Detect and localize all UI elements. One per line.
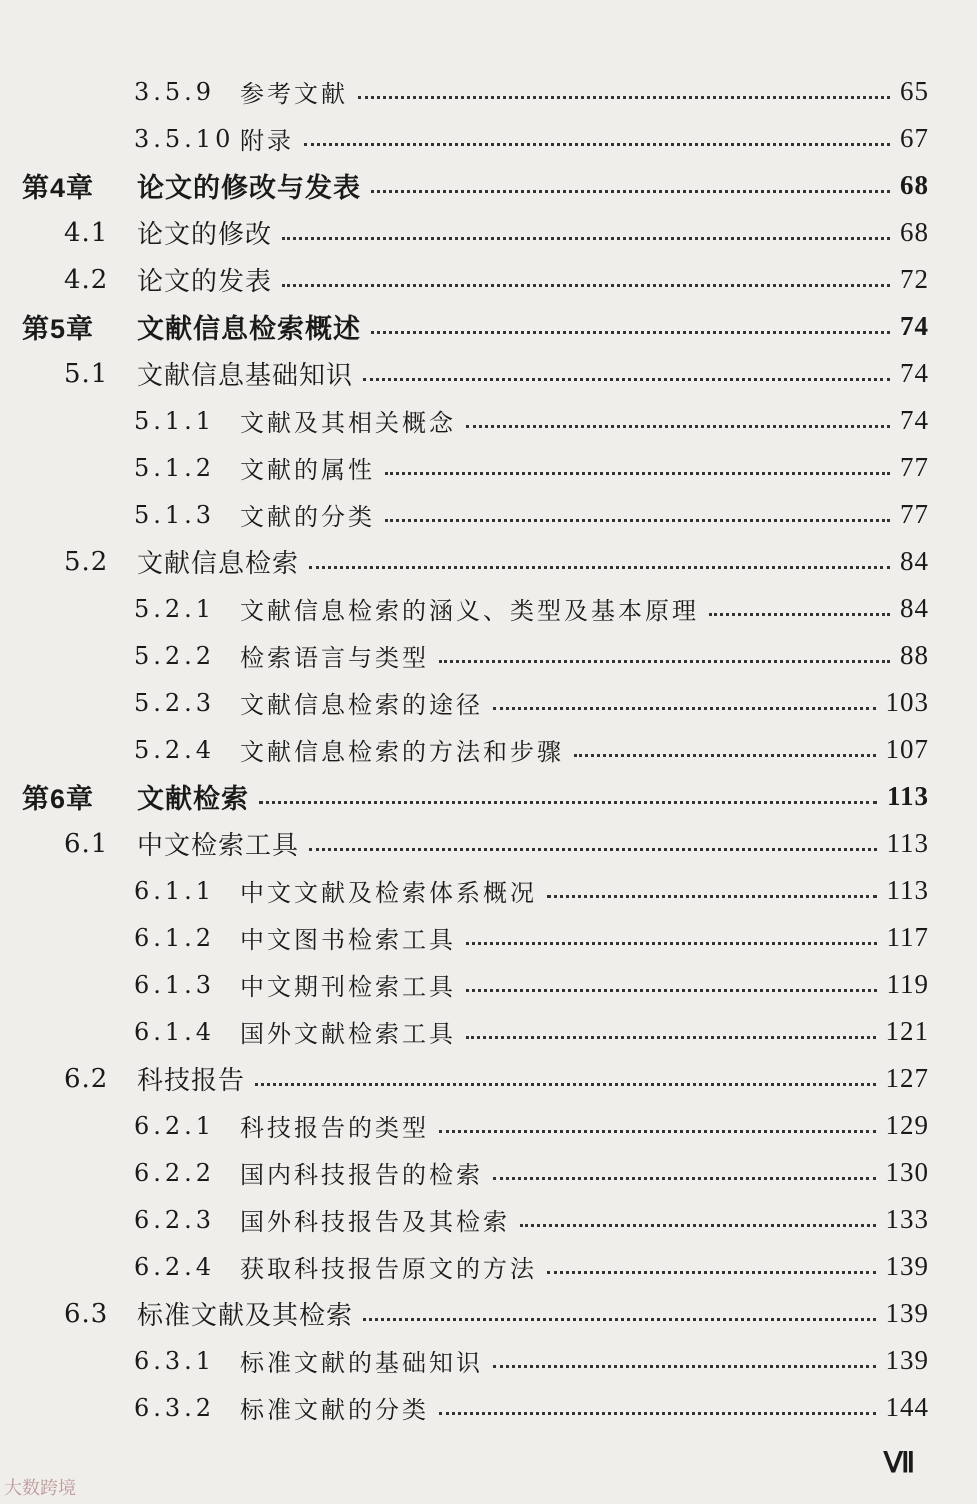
toc-title: 国外科技报告及其检索 <box>240 1208 510 1236</box>
toc-row <box>0 350 977 397</box>
toc-page-number: 84 <box>900 593 929 623</box>
toc-page-number: 68 <box>900 217 929 247</box>
toc-page-number: 68 <box>900 170 929 200</box>
toc-page-number: 117 <box>886 922 929 952</box>
toc-page-number: 74 <box>900 405 929 435</box>
toc-title: 论文的修改 <box>137 220 273 250</box>
toc-leader-dots <box>259 799 877 804</box>
toc-row <box>0 773 977 820</box>
toc-row <box>0 961 977 1008</box>
toc-leader-dots <box>371 329 890 334</box>
toc-page-number: 103 <box>885 687 929 717</box>
toc-row <box>0 256 977 303</box>
toc-page-number: 113 <box>886 781 929 811</box>
toc-title: 标准文献的基础知识 <box>240 1349 483 1377</box>
toc-page-number: 121 <box>885 1016 929 1046</box>
toc-number: 5.2.1 <box>134 594 216 623</box>
toc-row <box>0 1337 977 1384</box>
toc-page-number: 139 <box>885 1251 929 1281</box>
toc-number: 6.2.3 <box>134 1205 216 1234</box>
toc-title: 科技报告 <box>137 1066 246 1096</box>
toc-leader-dots <box>520 1222 876 1227</box>
toc-title: 检索语言与类型 <box>240 644 429 672</box>
toc-title: 中文期刊检索工具 <box>240 973 456 1001</box>
toc-title: 文献信息检索 <box>137 549 300 579</box>
toc-page-number: 129 <box>885 1110 929 1140</box>
toc-title: 参考文献 <box>240 80 348 108</box>
toc-page-number: 139 <box>885 1298 929 1328</box>
toc-title: 论文的发表 <box>137 267 273 297</box>
toc-number: 6.2.2 <box>134 1158 216 1187</box>
toc-leader-dots <box>466 940 877 945</box>
toc-leader-dots <box>547 1269 876 1274</box>
page-number: Ⅶ <box>883 1448 915 1479</box>
toc-number: 第5章 <box>22 314 95 344</box>
toc-number: 5.1.3 <box>134 500 216 529</box>
toc-title: 科技报告的类型 <box>240 1114 429 1142</box>
toc-row <box>0 1290 977 1337</box>
toc-title: 文献的属性 <box>240 456 375 484</box>
toc-page-number: 133 <box>885 1204 929 1234</box>
toc-page-number: 107 <box>885 734 929 764</box>
toc-leader-dots <box>371 188 890 193</box>
toc-leader-dots <box>493 705 876 710</box>
toc-number: 6.1.4 <box>134 1017 216 1046</box>
toc-row <box>0 538 977 585</box>
toc-row <box>0 914 977 961</box>
toc-leader-dots <box>282 282 890 287</box>
toc-number: 4.1 <box>64 217 109 248</box>
toc-number: 3.5.9 <box>134 77 216 106</box>
toc-number: 3.5.10 <box>134 124 235 153</box>
toc-title: 文献检索 <box>137 784 249 814</box>
toc-title: 国外文献检索工具 <box>240 1020 456 1048</box>
toc-row <box>0 68 977 115</box>
toc-number: 6.3.2 <box>134 1393 216 1422</box>
toc-number: 5.2.2 <box>134 641 216 670</box>
toc-title: 文献信息检索的途径 <box>240 691 483 719</box>
toc-leader-dots <box>709 611 890 616</box>
toc-number: 第4章 <box>22 173 95 203</box>
toc-number: 第6章 <box>22 784 95 814</box>
toc-row <box>0 726 977 773</box>
toc-title: 论文的修改与发表 <box>137 173 361 203</box>
toc-number: 6.1 <box>64 828 109 859</box>
toc-leader-dots <box>439 1410 876 1415</box>
toc-number: 6.2.4 <box>134 1252 216 1281</box>
toc-row <box>0 1196 977 1243</box>
watermark-logo: 大数跨境 <box>4 1478 76 1499</box>
toc-leader-dots <box>363 1316 875 1321</box>
toc-page-number: 139 <box>885 1345 929 1375</box>
toc-title: 中文图书检索工具 <box>240 926 456 954</box>
toc-leader-dots <box>439 658 890 663</box>
toc-page-number: 84 <box>900 546 929 576</box>
toc-page-number: 72 <box>900 264 929 294</box>
toc-title: 标准文献的分类 <box>240 1396 429 1424</box>
toc-page-number: 74 <box>900 358 929 388</box>
toc-leader-dots <box>466 423 890 428</box>
toc-title: 国内科技报告的检索 <box>240 1161 483 1189</box>
toc-number: 5.2 <box>64 546 109 577</box>
toc-leader-dots <box>385 517 890 522</box>
toc-leader-dots <box>358 94 890 99</box>
toc-title: 附录 <box>240 127 294 155</box>
toc-leader-dots <box>439 1128 876 1133</box>
toc-row <box>0 1102 977 1149</box>
toc-leader-dots <box>493 1363 876 1368</box>
toc-page-number: 127 <box>885 1063 929 1093</box>
toc-number: 6.1.1 <box>134 876 216 905</box>
toc-leader-dots <box>304 141 890 146</box>
toc-page-number: 130 <box>885 1157 929 1187</box>
toc-title: 文献信息基础知识 <box>137 361 354 391</box>
toc-page-number: 88 <box>900 640 929 670</box>
toc-number: 5.2.3 <box>134 688 216 717</box>
toc-row <box>0 397 977 444</box>
toc-leader-dots <box>309 564 890 569</box>
toc-page-number: 113 <box>886 828 929 858</box>
toc-number: 6.1.3 <box>134 970 216 999</box>
toc-number: 5.2.4 <box>134 735 216 764</box>
toc-leader-dots <box>493 1175 876 1180</box>
toc-leader-dots <box>282 235 890 240</box>
toc-title: 标准文献及其检索 <box>137 1301 354 1331</box>
toc-leader-dots <box>574 752 876 757</box>
toc-page-number: 65 <box>900 76 929 106</box>
table-of-contents <box>0 68 977 1431</box>
toc-page-number: 77 <box>900 452 929 482</box>
toc-page-number: 119 <box>886 969 929 999</box>
toc-number: 6.3 <box>64 1298 109 1329</box>
toc-leader-dots <box>385 470 890 475</box>
toc-row <box>0 1055 977 1102</box>
toc-title: 获取科技报告原文的方法 <box>240 1255 537 1283</box>
toc-row <box>0 1243 977 1290</box>
toc-row <box>0 444 977 491</box>
toc-title: 文献及其相关概念 <box>240 409 456 437</box>
toc-leader-dots <box>547 893 877 898</box>
toc-number: 6.2 <box>64 1063 109 1094</box>
toc-page-number: 113 <box>886 875 929 905</box>
toc-row <box>0 679 977 726</box>
toc-leader-dots <box>466 1034 876 1039</box>
toc-number: 6.2.1 <box>134 1111 216 1140</box>
toc-page-number: 67 <box>900 123 929 153</box>
toc-row <box>0 1384 977 1431</box>
toc-row <box>0 1149 977 1196</box>
toc-row <box>0 115 977 162</box>
toc-row <box>0 585 977 632</box>
toc-title: 文献信息检索的涵义、类型及基本原理 <box>240 597 699 625</box>
toc-row <box>0 209 977 256</box>
toc-leader-dots <box>309 846 876 851</box>
toc-number: 6.3.1 <box>134 1346 216 1375</box>
toc-row <box>0 820 977 867</box>
toc-row <box>0 632 977 679</box>
toc-leader-dots <box>255 1081 875 1086</box>
toc-number: 5.1.1 <box>134 406 216 435</box>
toc-title: 中文文献及检索体系概况 <box>240 879 537 907</box>
toc-page-number: 77 <box>900 499 929 529</box>
toc-page-number: 144 <box>885 1392 929 1422</box>
toc-number: 5.1 <box>64 358 109 389</box>
toc-row <box>0 1008 977 1055</box>
toc-number: 6.1.2 <box>134 923 216 952</box>
toc-title: 文献信息检索的方法和步骤 <box>240 738 564 766</box>
toc-row <box>0 303 977 350</box>
toc-page-number: 74 <box>900 311 929 341</box>
toc-leader-dots <box>363 376 890 381</box>
toc-leader-dots <box>466 987 877 992</box>
toc-title: 文献的分类 <box>240 503 375 531</box>
toc-title: 文献信息检索概述 <box>137 314 361 344</box>
toc-number: 4.2 <box>64 264 109 295</box>
toc-row <box>0 491 977 538</box>
toc-number: 5.1.2 <box>134 453 216 482</box>
toc-row <box>0 162 977 209</box>
toc-title: 中文检索工具 <box>137 831 300 861</box>
toc-row <box>0 867 977 914</box>
